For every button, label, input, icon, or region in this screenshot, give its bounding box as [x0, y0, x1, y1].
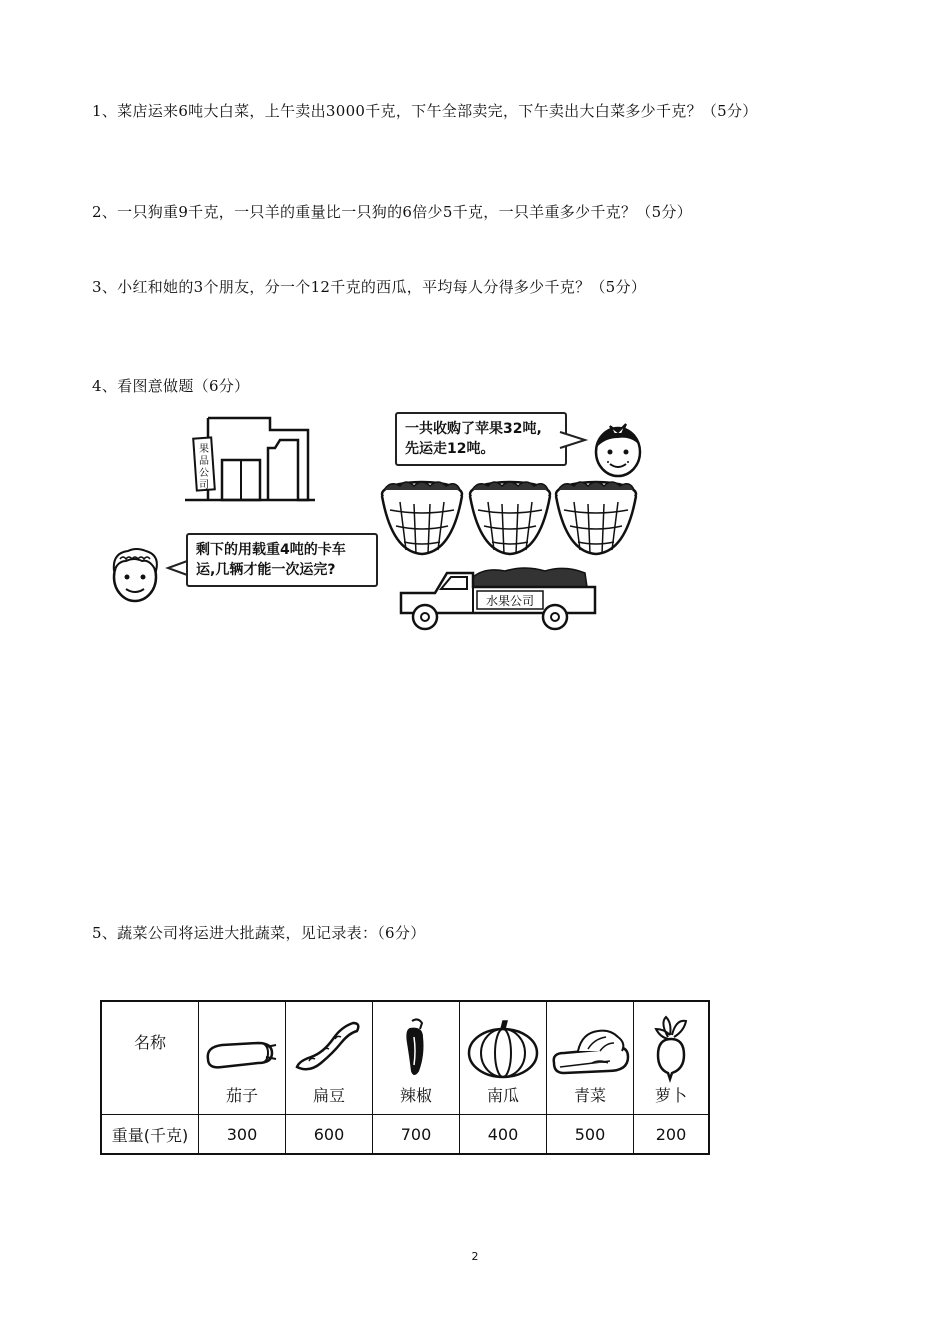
veg-cell — [373, 1001, 460, 1115]
veg-cell — [460, 1001, 547, 1115]
radish-icon — [646, 1013, 696, 1079]
boy-bubble-line: 剩下的用载重4吨的卡车 — [196, 542, 346, 558]
weight-header: 重量(千克) — [101, 1115, 199, 1155]
girl-bubble-line: 先运走12吨。 — [405, 441, 495, 457]
question-5: 5、蔬菜公司将运进大批蔬菜，见记录表：（6分） — [92, 924, 426, 942]
page-number: 2 — [471, 1250, 479, 1263]
veg-name: 茄子 — [225, 1086, 258, 1105]
boy-face-icon — [106, 545, 164, 605]
weight-cell: 200 — [634, 1115, 710, 1155]
bean-icon — [289, 1019, 369, 1079]
question-1: 1、菜店运来6吨大白菜，上午卖出3000千克，下午全部卖完，下午卖出大白菜多少千克？（5分） — [92, 102, 758, 120]
question-3: 3、小红和她的3个朋友，分一个12千克的西瓜，平均每人分得多少千克？（5分） — [92, 278, 647, 296]
greens-icon — [548, 1023, 632, 1079]
question-2: 2、一只狗重9千克，一只羊的重量比一只狗的6倍少5千克，一只羊重多少千克？（5分） — [92, 203, 693, 221]
veg-name: 萝卜 — [654, 1086, 687, 1105]
apple-baskets-illustration — [380, 480, 642, 558]
weight-cell: 400 — [460, 1115, 547, 1155]
question-4: 4、看图意做题（6分） — [92, 377, 250, 395]
table-row — [101, 1001, 709, 1115]
shop-sign-char: 司 — [199, 480, 209, 491]
weight-cell: 500 — [547, 1115, 634, 1155]
boy-bubble-line: 运,几辆才能一次运完? — [196, 562, 336, 578]
truck-illustration — [395, 565, 600, 635]
veg-cell — [634, 1001, 710, 1115]
apple-basket-icon — [382, 482, 462, 554]
weight-cell: 600 — [286, 1115, 373, 1155]
shop-sign-char: 公 — [199, 468, 209, 479]
veg-name: 青菜 — [573, 1086, 606, 1105]
weight-cell: 700 — [373, 1115, 460, 1155]
boy-speech-bubble — [186, 533, 378, 587]
pepper-icon — [396, 1015, 436, 1079]
bubble-tail — [560, 430, 590, 450]
truck-label: 水果公司 — [485, 594, 535, 608]
apple-basket-icon — [470, 482, 550, 554]
veg-name: 辣椒 — [399, 1086, 432, 1105]
veg-name: 南瓜 — [486, 1086, 519, 1105]
eggplant-icon — [202, 1029, 282, 1079]
vegetable-record-table — [100, 1000, 710, 1155]
girl-speech-bubble — [395, 412, 567, 466]
shop-sign-char: 品 — [199, 456, 209, 467]
apple-basket-icon — [556, 482, 636, 554]
girl-bubble-line: 一共收购了苹果32吨, — [405, 421, 542, 437]
girl-face-icon — [588, 418, 648, 480]
veg-cell — [199, 1001, 286, 1115]
name-header-cell — [101, 1001, 199, 1115]
pumpkin-icon — [465, 1019, 541, 1079]
fruit-shop-illustration — [180, 410, 320, 505]
table-row — [101, 1115, 709, 1155]
name-header: 名称 — [133, 1033, 166, 1052]
shop-sign-char: 果 — [199, 444, 209, 455]
veg-cell — [286, 1001, 373, 1115]
veg-name: 扁豆 — [312, 1086, 345, 1105]
weight-cell: 300 — [199, 1115, 286, 1155]
veg-cell — [547, 1001, 634, 1115]
